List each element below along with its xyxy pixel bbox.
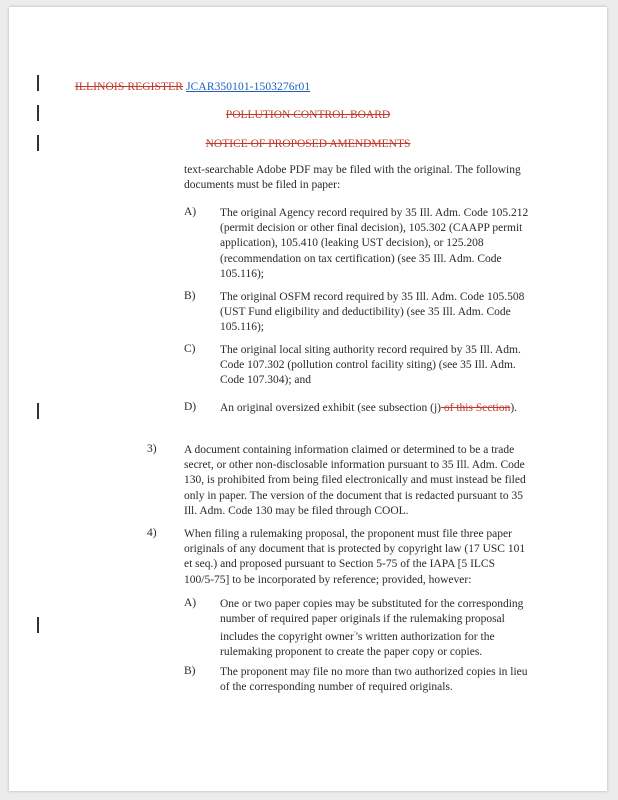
para-4-text: When filing a rulemaking proposal, the proponent must file three paper originals of any document that is protected by copyright law (17 USC 101 et seq.) and proposed pursuant to Section 5-75 of the IAPA [5 ILCS 100/5-75] to be incorporated by reference; provided, however: (184, 528, 526, 586)
item-d-marker: D) (184, 401, 197, 413)
item-a-text: The original Agency record required by 35 Ill. Adm. Code 105.212 (permit decision or other final decision), 105.302 (CAAPP permit application), 105.410 (leaking UST decision), or 125.208 (recommendation on tax certification) (see 35 Ill. Adm. Code 105.116); (220, 207, 529, 280)
change-bar (37, 617, 39, 633)
item-c-marker: C) (184, 343, 196, 355)
item-b-text: The original OSFM record required by 35 Ill. Adm. Code 105.508 (UST Fund eligibility and deductibility) (see 35 Ill. Adm. Code 105.116); (220, 291, 525, 334)
para-3-marker: 3) (147, 443, 157, 455)
item-d-text: An original oversized exhibit (see subsection (j) of this Section). (220, 402, 518, 414)
para-4-marker: 4) (147, 527, 157, 539)
item-c-text: The original local siting authority record required by 35 Ill. Adm. Code 107.302 (pollution control facility siting) (see 35 Ill. Adm. Code 107.304); and (220, 344, 521, 387)
item-a-marker: A) (184, 206, 197, 218)
register-header-inserted: JCAR350101-1503276r01 (186, 81, 311, 93)
change-bar (37, 75, 39, 91)
para-3-text: A document containing information claimed or determined to be a trade secret, or other non-disclosable information pursuant to 35 Ill. Adm. Code 130, is prohibited from being filed electronically and must instead be filed only in paper. The version of the document that is redacted pursuant to 35 Ill. Adm. Code 130 may be filed through COOL. (184, 444, 526, 517)
change-bar (37, 403, 39, 419)
sub-b-text: The proponent may file no more than two authorized copies in lieu of the corresponding number of required originals. (220, 666, 528, 694)
sub-a-text: One or two paper copies may be substituted for the corresponding number of required paper originals if the rulemaking proposal includes the copyright owner’'s written authorization for the rulemaking proponent to create the paper copy or copies. (220, 598, 524, 659)
notice-title: NOTICE OF PROPOSED AMENDMENTS (205, 138, 411, 150)
board-title: POLLUTION CONTROL BOARD (225, 109, 391, 121)
sub-a-marker: A) (184, 597, 197, 609)
register-header-deleted: ILLINOIS REGISTER (75, 81, 184, 93)
item-b-marker: B) (184, 290, 196, 302)
item-d-deleted: of this Section (441, 402, 511, 414)
sub-b-marker: B) (184, 665, 196, 677)
register-header (75, 81, 310, 93)
deleted-mark: ’ (353, 631, 356, 638)
intro-paragraph: text-searchable Adobe PDF may be filed with the original. The following documents must be filed in paper: (184, 164, 521, 192)
document-page (9, 7, 607, 791)
